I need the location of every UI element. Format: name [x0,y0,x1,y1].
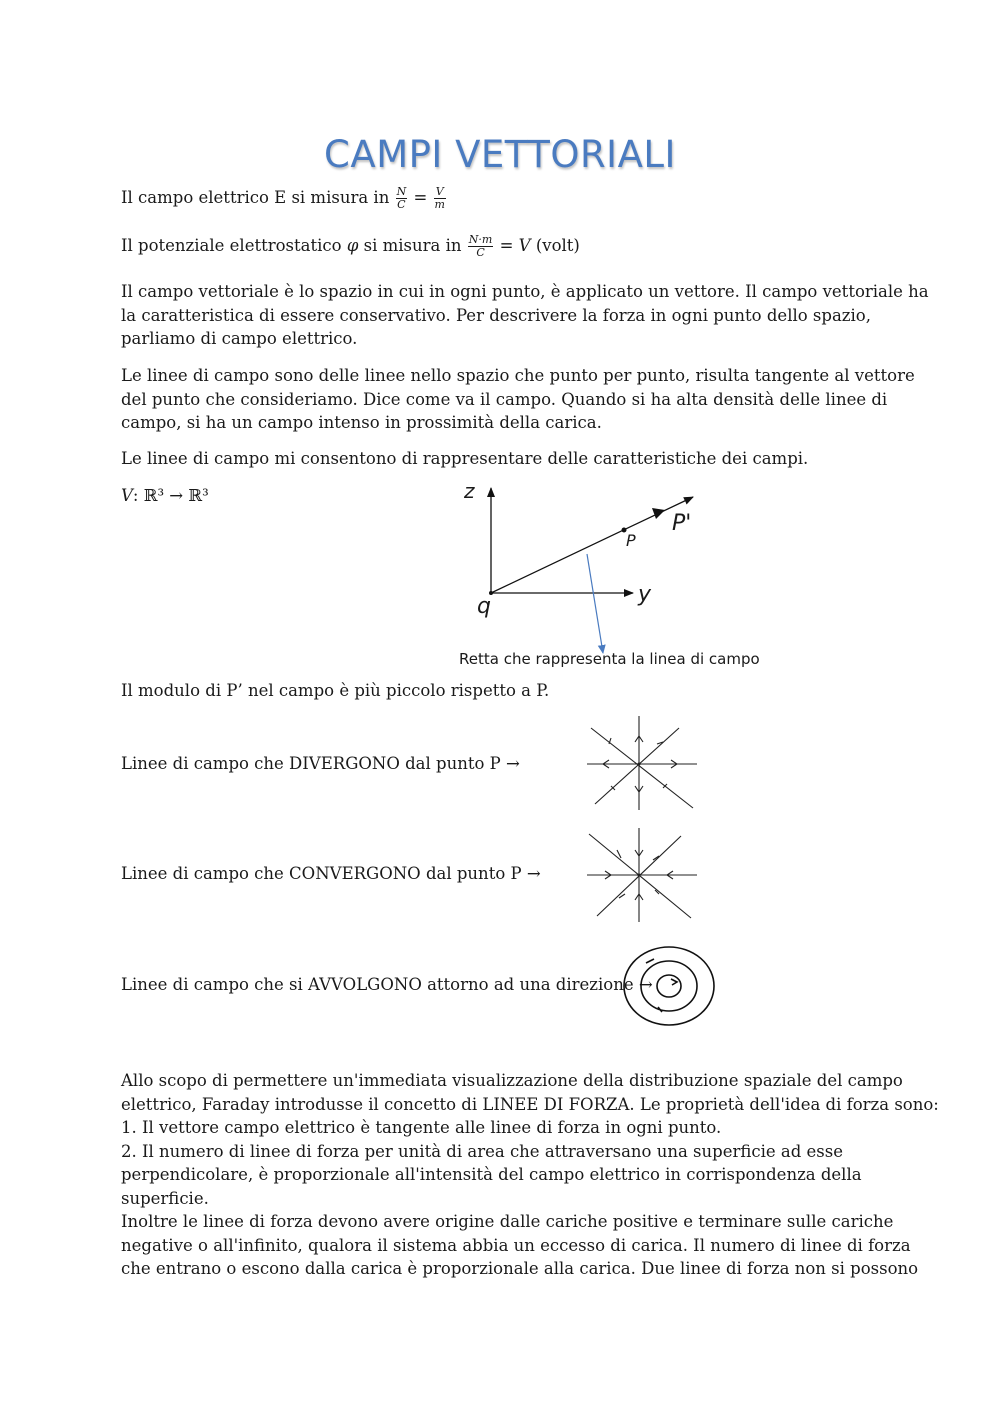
figure-caption: Retta che rappresenta la linea di campo [459,650,760,668]
unit-electric-field-text: Il campo elettrico E si misura in [121,188,390,207]
label-y: y [638,582,652,607]
volt-suffix: (volt) [535,236,580,255]
unit-potential-text-a: Il potenziale elettrostatico [121,236,342,255]
paragraph-line: Le linee di campo mi consentono di rappresentare delle caratteristiche dei campi. [121,449,809,468]
converging-field-diagram [587,828,697,922]
label-z: z [464,479,475,503]
paragraph-line: 2. Il numero di linee di forza per unità di area che attraversano una superficie ad esse [121,1141,844,1161]
paragraph-line: la caratteristica di essere conservativo. Per descrivere la forza in ogni punto dello spazio, [121,305,871,325]
fraction-n-over-c: $\frac{N}{C}$ [396,185,407,211]
paragraph-line: campo, si ha un campo intenso in prossimità della carica. [121,413,602,432]
equals-v: = V [499,236,531,255]
unit-potential-text-b: si misura in [363,236,462,255]
mapping-symbol: V [121,486,133,505]
paragraph-line: parliamo di campo elettrico. [121,329,358,348]
paragraph-line: Le linee di campo sono delle linee nello spazio che punto per punto, risulta tangente al vettore [121,366,915,385]
fraction-nm-over-c: $\frac{N\cdot m}{C}$ [468,233,493,259]
paragraph-line: superficie. [121,1188,209,1208]
paragraph-line: Allo scopo di permettere un'immediata visualizzazione della distribuzione spaziale del campo [121,1071,903,1090]
paragraph-line: del punto che consideriamo. Dice come va il campo. Quando si ha alta densità delle linee di [121,389,888,409]
diverge-label: Linee di campo che DIVERGONO dal punto P → [121,754,520,773]
label-p: P [626,531,636,550]
phi-symbol: φ [346,236,359,255]
modulo-sentence: Il modulo di P’ nel campo è più piccolo rispetto a P. [121,681,550,700]
field-line-arrowhead-mid [652,508,665,519]
paragraph-line: Inoltre le linee di forza devono avere origine dalle cariche positive e terminare sulle cariche [121,1212,894,1231]
paragraph-line: Il campo vettoriale è lo spazio in cui in ogni punto, è applicato un vettore. Il campo vettoriale ha [121,282,929,301]
fraction-v-over-m: $\frac{V}{m}$ [434,185,445,211]
wrap-label: Linee di campo che si AVVOLGONO attorno ad una direzione → [121,975,653,994]
caption-pointer-arrow [587,554,603,653]
label-q: q [477,594,491,619]
converge-label: Linee di campo che CONVERGONO dal punto P → [121,864,541,883]
mapping-text: : ℝ³ → ℝ³ [132,486,209,505]
paragraph-line: negative o all'infinito, qualora il sistema abbia un eccesso di carica. Il numero di linee di forza [121,1235,911,1255]
label-p-prime: P' [672,511,692,536]
page-title: CAMPI VETTORIALI [324,133,676,176]
wrapping-field-diagram [622,945,718,1027]
paragraph-line: perpendicolare, è proporzionale all'intensità del campo elettrico in corrispondenza della [121,1165,862,1184]
paragraph-line: 1. Il vettore campo elettrico è tangente alle linee di forza in ogni punto. [121,1118,722,1137]
equals-sign: = [413,188,428,207]
diverging-field-diagram [587,716,697,810]
paragraph-line: che entrano o escono dalla carica è proporzionale alla carica. Due linee di forza non si possono [121,1259,919,1278]
paragraph-line: elettrico, Faraday introdusse il concetto di LINEE DI FORZA. Le proprietà dell'idea di forza sono: [121,1094,939,1114]
paragraph-faraday [121,1069,939,1281]
